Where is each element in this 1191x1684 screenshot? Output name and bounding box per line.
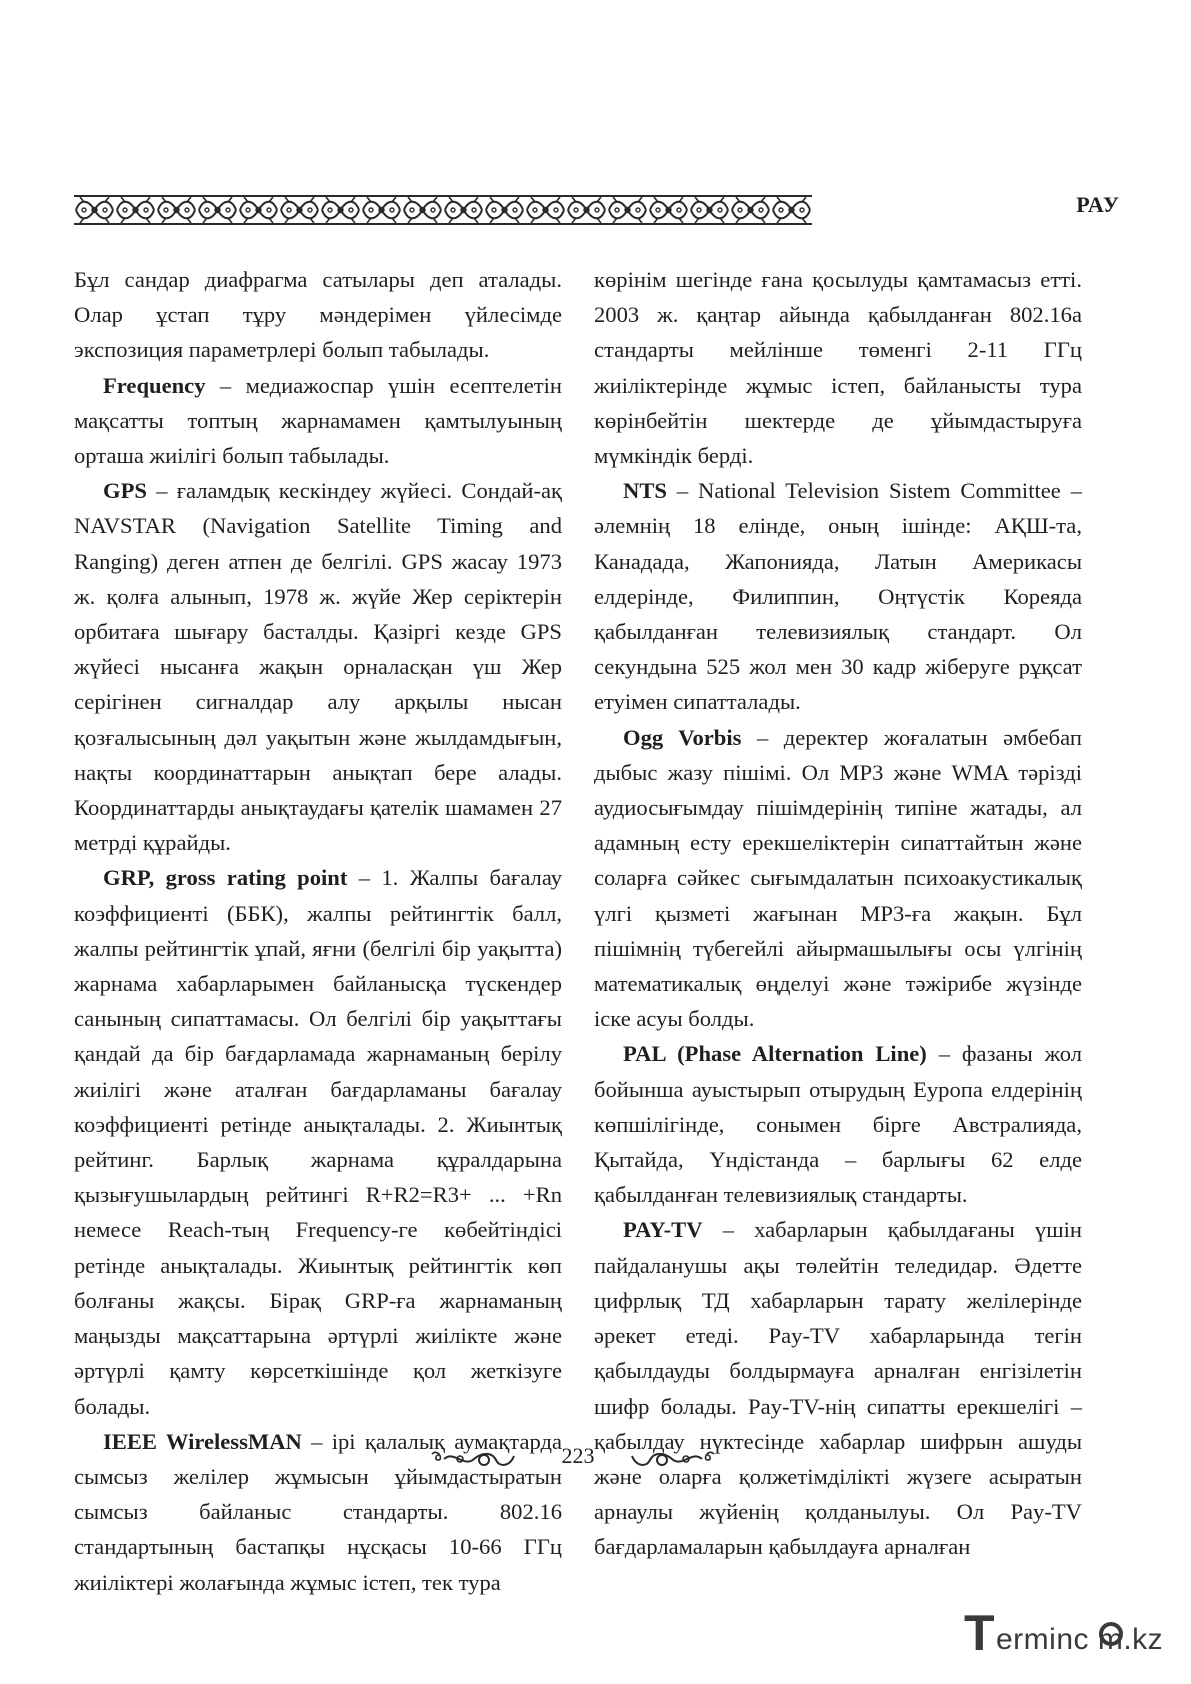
entry-text: – деректер жоғалатын әмбебап дыбыс жазу пішімі. Ол MP3 және WMA тәрізді аудиосығымдау пішімдерінің типіне жатады, ал адамның есту ерекшеліктерін сипаттайтын және соларға сәйкес сығымдалатын психоакустикалық үлгі қызметі жағынан MP3-ға жақын. Бұл пішімнің түбегейлі айырмашылығы осы үлгінің математикалық өңделуі және тәжірибе жүзінде іске асуы болды. <box>594 724 1082 1032</box>
entry-text: – 1. Жалпы бағалау коэффициенті (ББК), жалпы рейтингтік балл, жалпы рейтингтік ұпай, яғни (белгілі бір уақытта) жарнама хабарларымен байланысқа түскендер санының сипаттамасы. Ол белгілі бір уақыттағы қандай да бір бағдарламада жарнаманың берілу жиілігі және аталған бағдарламаны бағалау коэффициенті ретінде анықталады. 2. Жиынтық рейтинг. Барлық жарнама құралдарына қызығушылардың рейтингі R+R2=R3+ ... +Rn немесе Reach-тың Frequency-ге көбейтіндісі ретінде анықталады. Жиынтық рейтингтік көп болғаны жақсы. Бірақ GRP-ға жарнаманың маңызды мақсаттарына әртүрлі жиілікте және әртүрлі қамту көрсеткішінде қол жеткізуге болады. <box>74 865 562 1419</box>
entry-pal <box>594 1036 1082 1212</box>
entry-text: көрінім шегінде ғана қосылуды қамтамасыз етті. 2003 ж. қаңтар айында қабылданған 802.16а стандарты мейлінше төменгі 2-11 ГГц жиіліктерінде жұмыс істеп, байланысты тура көрінбейтін шектерде де ұйымдастыруға мүмкіндік берді. <box>594 267 1082 469</box>
entry-text: Бұл сандар диафрагма сатылары деп аталады. Олар ұстап тұру мәндерімен үйлесімде экспозиция параметрлері болып табылады. <box>74 267 562 363</box>
entry-continuation <box>74 262 562 368</box>
entry-text: – ірі қалалық аумақтарда сымсыз желілер жұмысын ұйымдастыратын сымсыз байланыс стандарты. 802.16 стандартының бастапқы нұсқасы 10-66 ГГц жиіліктері жолағында жұмыс істеп, тек тура <box>74 1428 563 1595</box>
entry-nts <box>594 473 1082 719</box>
entry-ogg-vorbis <box>594 720 1082 1037</box>
header-ornament-band <box>74 193 812 227</box>
watermark-ring-icon <box>1099 1622 1123 1646</box>
watermark-initial: T <box>964 1605 995 1661</box>
running-head: РАУ <box>1076 192 1120 217</box>
entry-term: GRP, gross rating point <box>103 865 348 891</box>
entry-text: – хабарларын қабылдағаны үшін пайдаланушы ақы төлейтін теледидар. Әдетте цифрлық ТД хабарларын тарату желілерінде әрекет етеді. Pay-TV хабарларында тегін қабылдауды болдырмауға арналған енгізілетін шифр болады. Pay-TV-нің сипатты ерекшелігі – қабылдау нүктесінде хабарлар шифрын ашуды және оларға қолжетімділікті жүзеге асыратын арнаулы жүйенің қолданылуы. Ол Pay-TV бағдарламаларын қабылдауға арналған <box>594 1217 1082 1560</box>
footer-ornament-left <box>430 1446 516 1472</box>
entry-term: PAL (Phase Alternation Line) <box>623 1041 927 1067</box>
entry-text: – фазаны жол бойынша ауыстырып отырудың Еуропа елдерінің көпшілігінде, сонымен бірге Австралияда, Қытайда, Үндістанда – барлығы 62 елде қабылданған телевизиялық стандарты. <box>594 1041 1082 1208</box>
entry-grp <box>74 860 562 1423</box>
entry-term: NTS <box>623 478 667 504</box>
entry-pay-tv <box>594 1212 1082 1564</box>
footer-ornament-right <box>630 1446 716 1472</box>
entry-text: – ғаламдық кескіндеу жүйесі. Сондай-ақ NAVSTAR (Navigation Satellite Timing and Ranging) деген атпен де белгілі. GPS жасау 1973 ж. қолға алынып, 1978 ж. жүйе Жер серіктерін орбитаға шығару басталды. Қазіргі кезде GPS жүйесі нысанға жақын орналасқан үш Жер серігінен сигналдар алу арқылы нысан қозғалысының дәл уақытын және жылдамдығын, нақты координаттарын анықтап бере алады. Координаттарды анықтаудағы қателік шамамен 27 метрді құрайды. <box>74 478 562 856</box>
entry-gps <box>74 473 562 860</box>
entry-term: Frequency <box>103 372 206 398</box>
entry-frequency <box>74 368 562 474</box>
entry-term: IEEE WirelessMAN <box>103 1428 302 1454</box>
entry-text: – National Television Sistem Committee – әлемнің 18 елінде, оның ішінде: АҚШ-та, Канадада, Жапонияда, Латын Америкасы елдерінде, Филиппин, Оңтүстік Кореяда қабылданған телевизиялық стандарт. Ол секундына 525 жол мен 30 кадр жіберуге рұқсат етуімен сипатталады. <box>594 478 1082 715</box>
entry-term: GPS <box>103 478 147 504</box>
entry-continuation <box>594 262 1082 473</box>
left-column <box>74 262 562 1600</box>
entry-term: PAY-TV <box>623 1217 703 1243</box>
entry-term: Ogg Vorbis <box>623 724 742 750</box>
page-number: 223 <box>561 1443 595 1468</box>
termincom-watermark-logo <box>960 1605 1164 1661</box>
right-column <box>594 262 1082 1565</box>
watermark-text: erminc m.kz <box>996 1623 1164 1656</box>
entry-text: – медиажоспар үшін есептелетін мақсатты топтың жарнамамен қамтылуының орташа жиілігі болып табылады. <box>74 372 562 469</box>
